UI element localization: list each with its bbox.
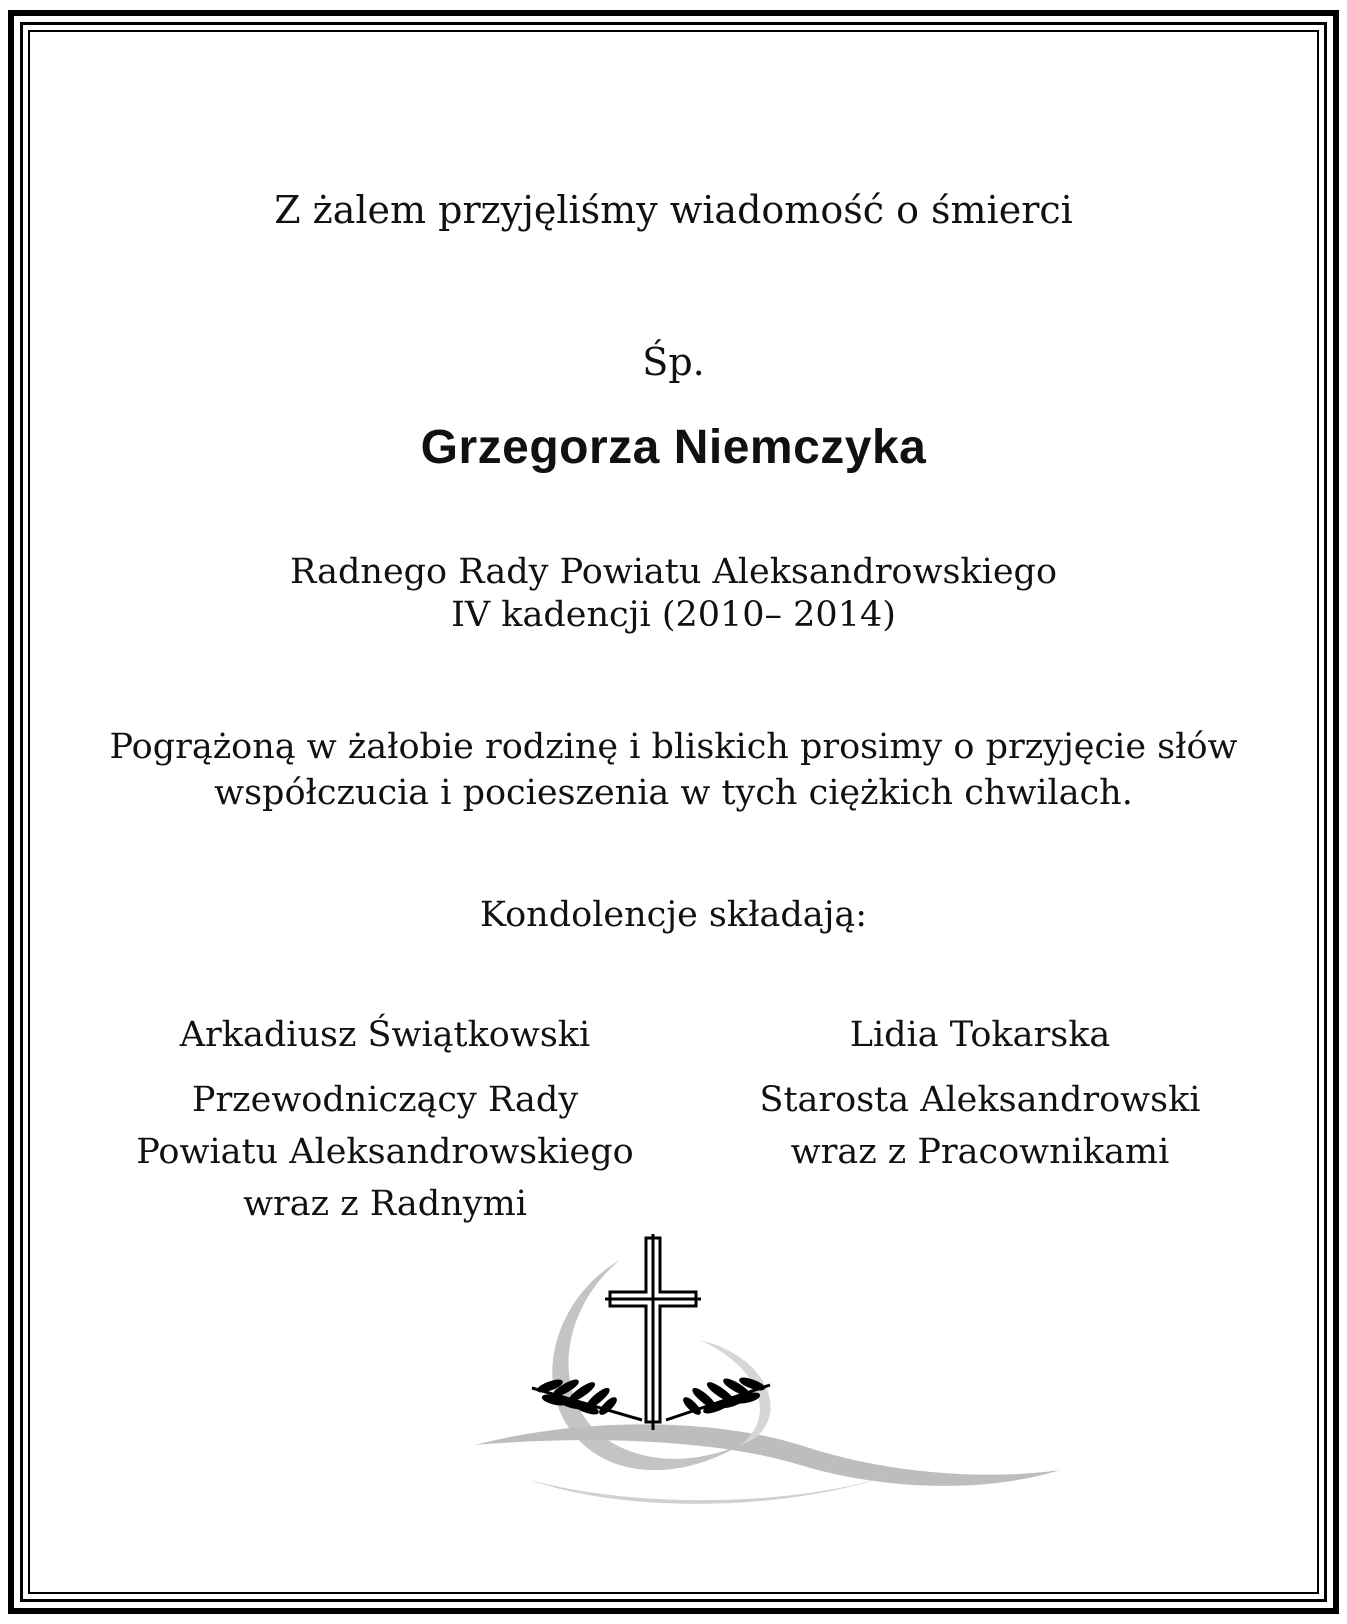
signatory-left-role-1: Przewodniczący Rady <box>191 1080 579 1120</box>
condolences-label: Kondolencje składają: <box>479 895 868 935</box>
deceased-name: Grzegorza Niemczyka <box>420 421 927 474</box>
swoosh-base <box>530 1475 890 1504</box>
signatory-right-name: Lidia Tokarska <box>849 1015 1111 1055</box>
cross-with-palm-branches-icon <box>470 1230 1070 1510</box>
message-line-1: Pogrążoną w żałobie rodzinę i bliskich prosimy o przyjęcie słów <box>109 727 1238 767</box>
left-palm-branch <box>532 1379 642 1420</box>
right-palm-branch <box>666 1377 770 1420</box>
role-line-2: IV kadencji (2010– 2014) <box>451 595 896 635</box>
signatory-left-role-3: wraz z Radnymi <box>243 1184 527 1224</box>
prefix-text: Śp. <box>642 340 705 384</box>
message-line-2: współczucia i pocieszenia w tych ciężkich chwilach. <box>214 773 1133 813</box>
signatory-left-name: Arkadiusz Świątkowski <box>179 1015 591 1055</box>
role-line-1: Radnego Rady Powiatu Aleksandrowskiego <box>289 552 1058 592</box>
intro-text: Z żalem przyjęliśmy wiadomość o śmierci <box>274 188 1073 232</box>
swoosh-lower <box>475 1424 1060 1486</box>
signatory-right-role-2: wraz z Pracownikami <box>790 1132 1170 1172</box>
signatory-left-role-2: Powiatu Aleksandrowskiego <box>136 1132 634 1172</box>
signatory-right-role-1: Starosta Aleksandrowski <box>759 1080 1201 1120</box>
